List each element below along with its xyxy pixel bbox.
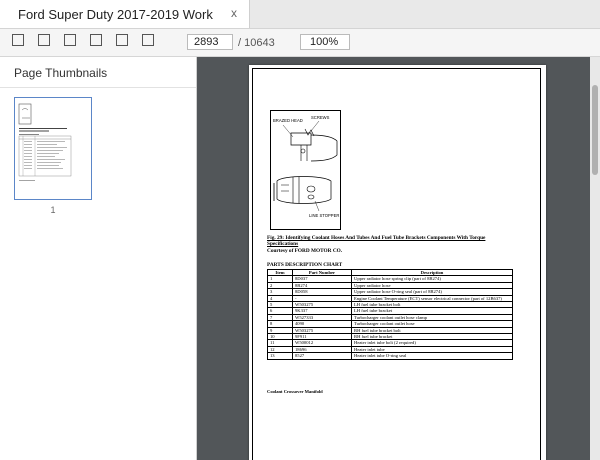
cell-item: 12 [268,346,293,352]
pdf-page [249,65,546,460]
cell-part: 8D058 [293,289,352,295]
cell-description: Upper radiator hose spring clip (part of 8B274) [352,276,513,282]
cell-part: W503275 [293,327,352,333]
cell-item: 4 [268,295,293,301]
toolbar-button-3[interactable] [64,34,76,46]
thumbnail-preview [15,98,91,199]
cell-description: Heater inlet tube O-ring seal [352,353,513,359]
scrollbar-thumb[interactable] [592,85,598,175]
cell-description: Heater inlet tube bolt (2 required) [352,340,513,346]
cell-part: 8B274 [293,282,352,288]
cell-description: LH fuel tube bracket [352,308,513,314]
cell-part: 8527 [293,353,352,359]
page-number-input[interactable]: 2893 [187,34,233,50]
parts-table [267,269,513,360]
header-description: Description [352,270,513,276]
parts-chart-title: PARTS DESCRIPTION CHART [267,262,343,268]
toolbar-button-6[interactable] [142,34,154,46]
cell-item: 3 [268,289,293,295]
page-total-label: / 10643 [238,37,275,49]
cell-item: 13 [268,353,293,359]
cell-description: RH fuel tube bracket bolt [352,327,513,333]
cell-description: Turbocharger coolant outlet hose clamp [352,314,513,320]
figure-label-bottom: LINE STOPPER [309,213,340,218]
figure-label-left: BRAZED HEAD [273,118,303,123]
tab-title: Ford Super Duty 2017-2019 Work [18,7,213,22]
cell-description: Upper radiator hose O-ring seal (part of 8B274) [352,289,513,295]
tab-bar [0,0,600,29]
cell-item: 8 [268,321,293,327]
close-icon[interactable]: x [231,6,237,20]
cell-item: 1 [268,276,293,282]
cell-item: 9 [268,327,293,333]
header-part-number: Part Number [293,270,352,276]
toolbar-button-2[interactable] [38,34,50,46]
sidebar-title: Page Thumbnails [14,66,108,80]
header-item: Item [268,270,293,276]
figure-caption [267,235,517,254]
cell-part: 4090 [293,321,352,327]
cell-description: Heater inlet tube [352,346,513,352]
cell-item: 10 [268,334,293,340]
cell-part: 8D037 [293,276,352,282]
zoom-input[interactable]: 100% [300,34,350,50]
page-thumbnail[interactable] [14,97,92,200]
document-viewer[interactable] [197,57,590,460]
caption-courtesy: Courtesy of FORD MOTOR CO. [267,247,343,254]
figure-label-top: SCREWS [311,115,330,120]
cell-part: - [293,295,352,301]
cell-part: W503275 [293,302,352,308]
cell-part: 9K337 [293,308,352,314]
cell-part: 18696 [293,346,352,352]
toolbar [0,29,600,57]
cell-item: 6 [268,308,293,314]
cell-item: 2 [268,282,293,288]
toolbar-button-5[interactable] [116,34,128,46]
cell-item: 11 [268,340,293,346]
cell-description: RH fuel tube bracket [352,334,513,340]
toolbar-button-1[interactable] [12,34,24,46]
document-tab[interactable] [0,0,250,28]
cell-description: Engine Coolant Temperature (ECT) sensor electrical connector (part of 12B637) [352,295,513,301]
cell-item: 5 [268,302,293,308]
cell-description: Upper radiator hose [352,282,513,288]
cell-part: W527333 [293,314,352,320]
toolbar-button-4[interactable] [90,34,102,46]
cell-part: W500012 [293,340,352,346]
sidebar-divider [0,87,196,88]
cell-item: 7 [268,314,293,320]
cell-description: Turbocharger coolant outlet hose [352,321,513,327]
thumbnail-page-number: 1 [50,205,56,215]
vertical-scrollbar[interactable] [590,57,600,460]
pipe-fitting-diagram [271,111,340,229]
section-caption: Coolant Crossover Manifold [267,389,323,394]
table-row [268,353,513,359]
caption-title: Fig. 29: Identifying Coolant Hoses And Tubes And Fuel Tube Brackets Components With Torque Specifications [267,235,486,248]
cell-description: LH fuel tube bracket bolt [352,302,513,308]
cell-part: 9F911 [293,334,352,340]
figure-illustration [270,110,341,230]
thumbnail-sidebar [0,57,197,460]
